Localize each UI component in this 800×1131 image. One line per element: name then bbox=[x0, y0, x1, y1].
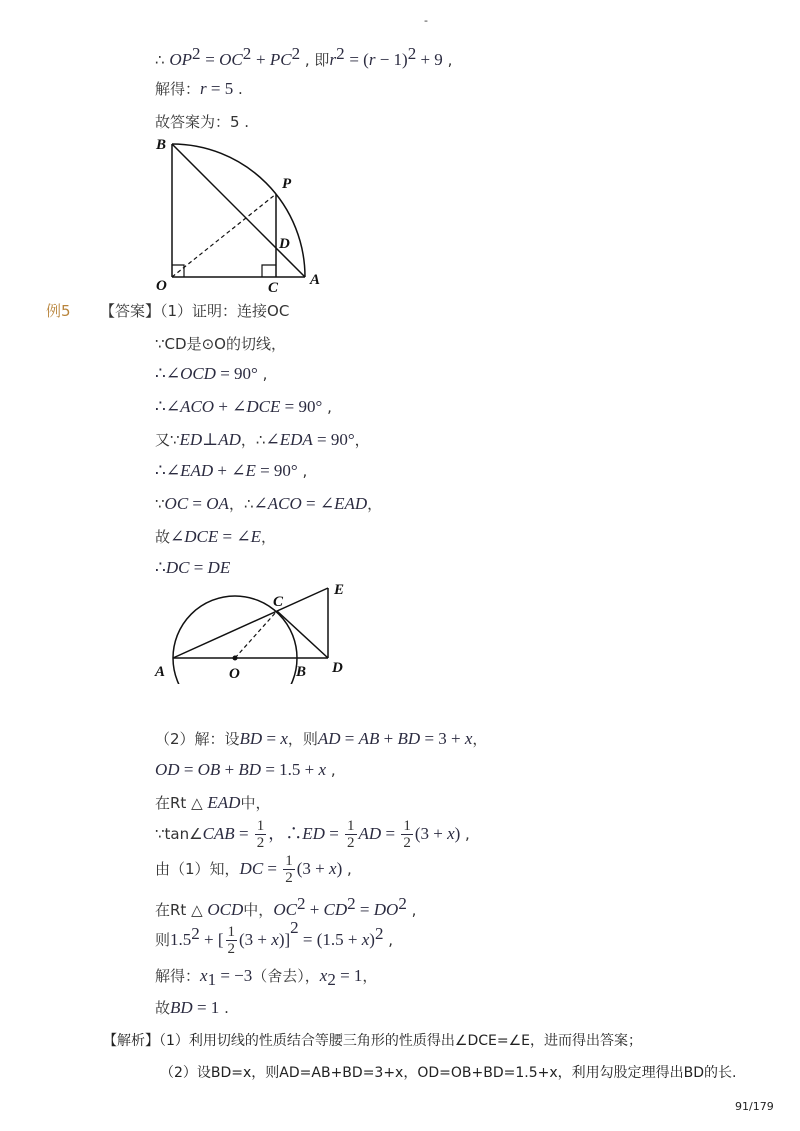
angle-dce-equals-e: 故∠DCE = ∠E， bbox=[155, 527, 277, 546]
label-c: C bbox=[268, 280, 279, 294]
right-angle-c bbox=[262, 265, 276, 277]
equation-op-squared: ∴ $OP^2 = OC^2 + PC^2$ , 即$r^2 = (r - 1)^2 + 9$ , bbox=[155, 44, 453, 69]
ie-text: , 即 bbox=[304, 51, 330, 69]
tangent-statement: ∵CD是⊙O的切线， bbox=[155, 335, 286, 353]
solve-r-line: 解得：r = 5 . bbox=[155, 79, 243, 98]
pythagoras-ocd: 在Rt △ OCD中，$OC^2 + CD^2 = DO^2$ , bbox=[155, 894, 417, 919]
dc-from-part1: 由（1）知，DC = $\frac{1}{2}$ (3 + x) , bbox=[155, 853, 352, 886]
label-o2: O bbox=[229, 666, 240, 682]
tan-cab-line: ∵tan∠CAB = $\frac{1}{2}$ ，∴ED = $\frac{1}{2}$ AD = $\frac{1}{2}$ (3 + x) , bbox=[155, 818, 470, 851]
equation-substituted: 则$1.5^2$ + [ $\frac{1}{2}$ $(3 + x)]^2 = (1.5 + x)^2$ , bbox=[155, 918, 393, 957]
in-rt-ead: 在Rt △ EAD中， bbox=[155, 793, 271, 812]
part1-heading: （1）证明：连接OC bbox=[160, 302, 290, 320]
label-p: P bbox=[282, 176, 292, 192]
angle-sum-aco-dce: ∴∠ACO + ∠DCE = 90° , bbox=[155, 397, 332, 416]
top-mark: - bbox=[424, 14, 428, 27]
answer-tag: 【答案】 bbox=[100, 302, 161, 320]
solutions-x: 解得：$x_1 = -3$（舍去），$x_2 = 1$， bbox=[155, 966, 378, 989]
page-number: 91/179 bbox=[735, 1100, 774, 1113]
segment-oc-dashed bbox=[235, 611, 277, 658]
part2-setup: （2）解：设BD = x，则AD = AB + BD = 3 + x， bbox=[155, 729, 488, 748]
segment-ba bbox=[172, 144, 305, 277]
segment-op-dashed bbox=[172, 194, 276, 277]
label-b2: B bbox=[296, 664, 307, 680]
analysis-line-2: （2）设BD=x，则AD=AB+BD=3+x，OD=OB+BD=1.5+x，利用勾股定理得出BD的长. bbox=[160, 1065, 737, 1081]
dc-equals-de: ∴DC = DE bbox=[155, 558, 231, 577]
ex5-answer-header bbox=[100, 300, 289, 321]
center-point bbox=[233, 656, 238, 661]
label-c2: C bbox=[273, 594, 284, 610]
analysis-line-1: 【解析】（1）利用切线的性质结合等腰三角形的性质得出∠DCE=∠E，进而得出答案； bbox=[103, 1033, 642, 1049]
angle-sum-ead-e: ∴∠EAD + ∠E = 90° , bbox=[155, 461, 308, 480]
label-d: D bbox=[279, 236, 290, 252]
analysis-tag: 【解析】 bbox=[103, 1033, 159, 1049]
ed-perp-ad: 又∵ED⊥AD，∴∠EDA = 90°， bbox=[155, 430, 370, 449]
circle-tangent-figure bbox=[150, 576, 365, 684]
segment-cd bbox=[277, 611, 328, 658]
oc-equals-oa: ∵OC = OA，∴∠ACO = ∠EAD， bbox=[155, 494, 383, 513]
bd-equals-1: 故BD = 1 . bbox=[155, 998, 229, 1017]
therefore-symbol: ∴ bbox=[155, 51, 165, 69]
label-d2: D bbox=[332, 660, 343, 676]
label-a: A bbox=[310, 272, 321, 288]
angle-ocd-90: ∴∠OCD = 90° , bbox=[155, 364, 268, 383]
od-expression: OD = OB + BD = 1.5 + x , bbox=[155, 760, 336, 779]
example-5-label: 例5 bbox=[46, 302, 71, 320]
answer-is-5: 故答案为：5 . bbox=[155, 113, 250, 131]
quarter-circle-figure bbox=[150, 132, 330, 294]
label-b: B bbox=[156, 137, 167, 153]
label-e2: E bbox=[334, 582, 345, 598]
label-o: O bbox=[156, 278, 167, 294]
label-a2: A bbox=[155, 664, 166, 680]
